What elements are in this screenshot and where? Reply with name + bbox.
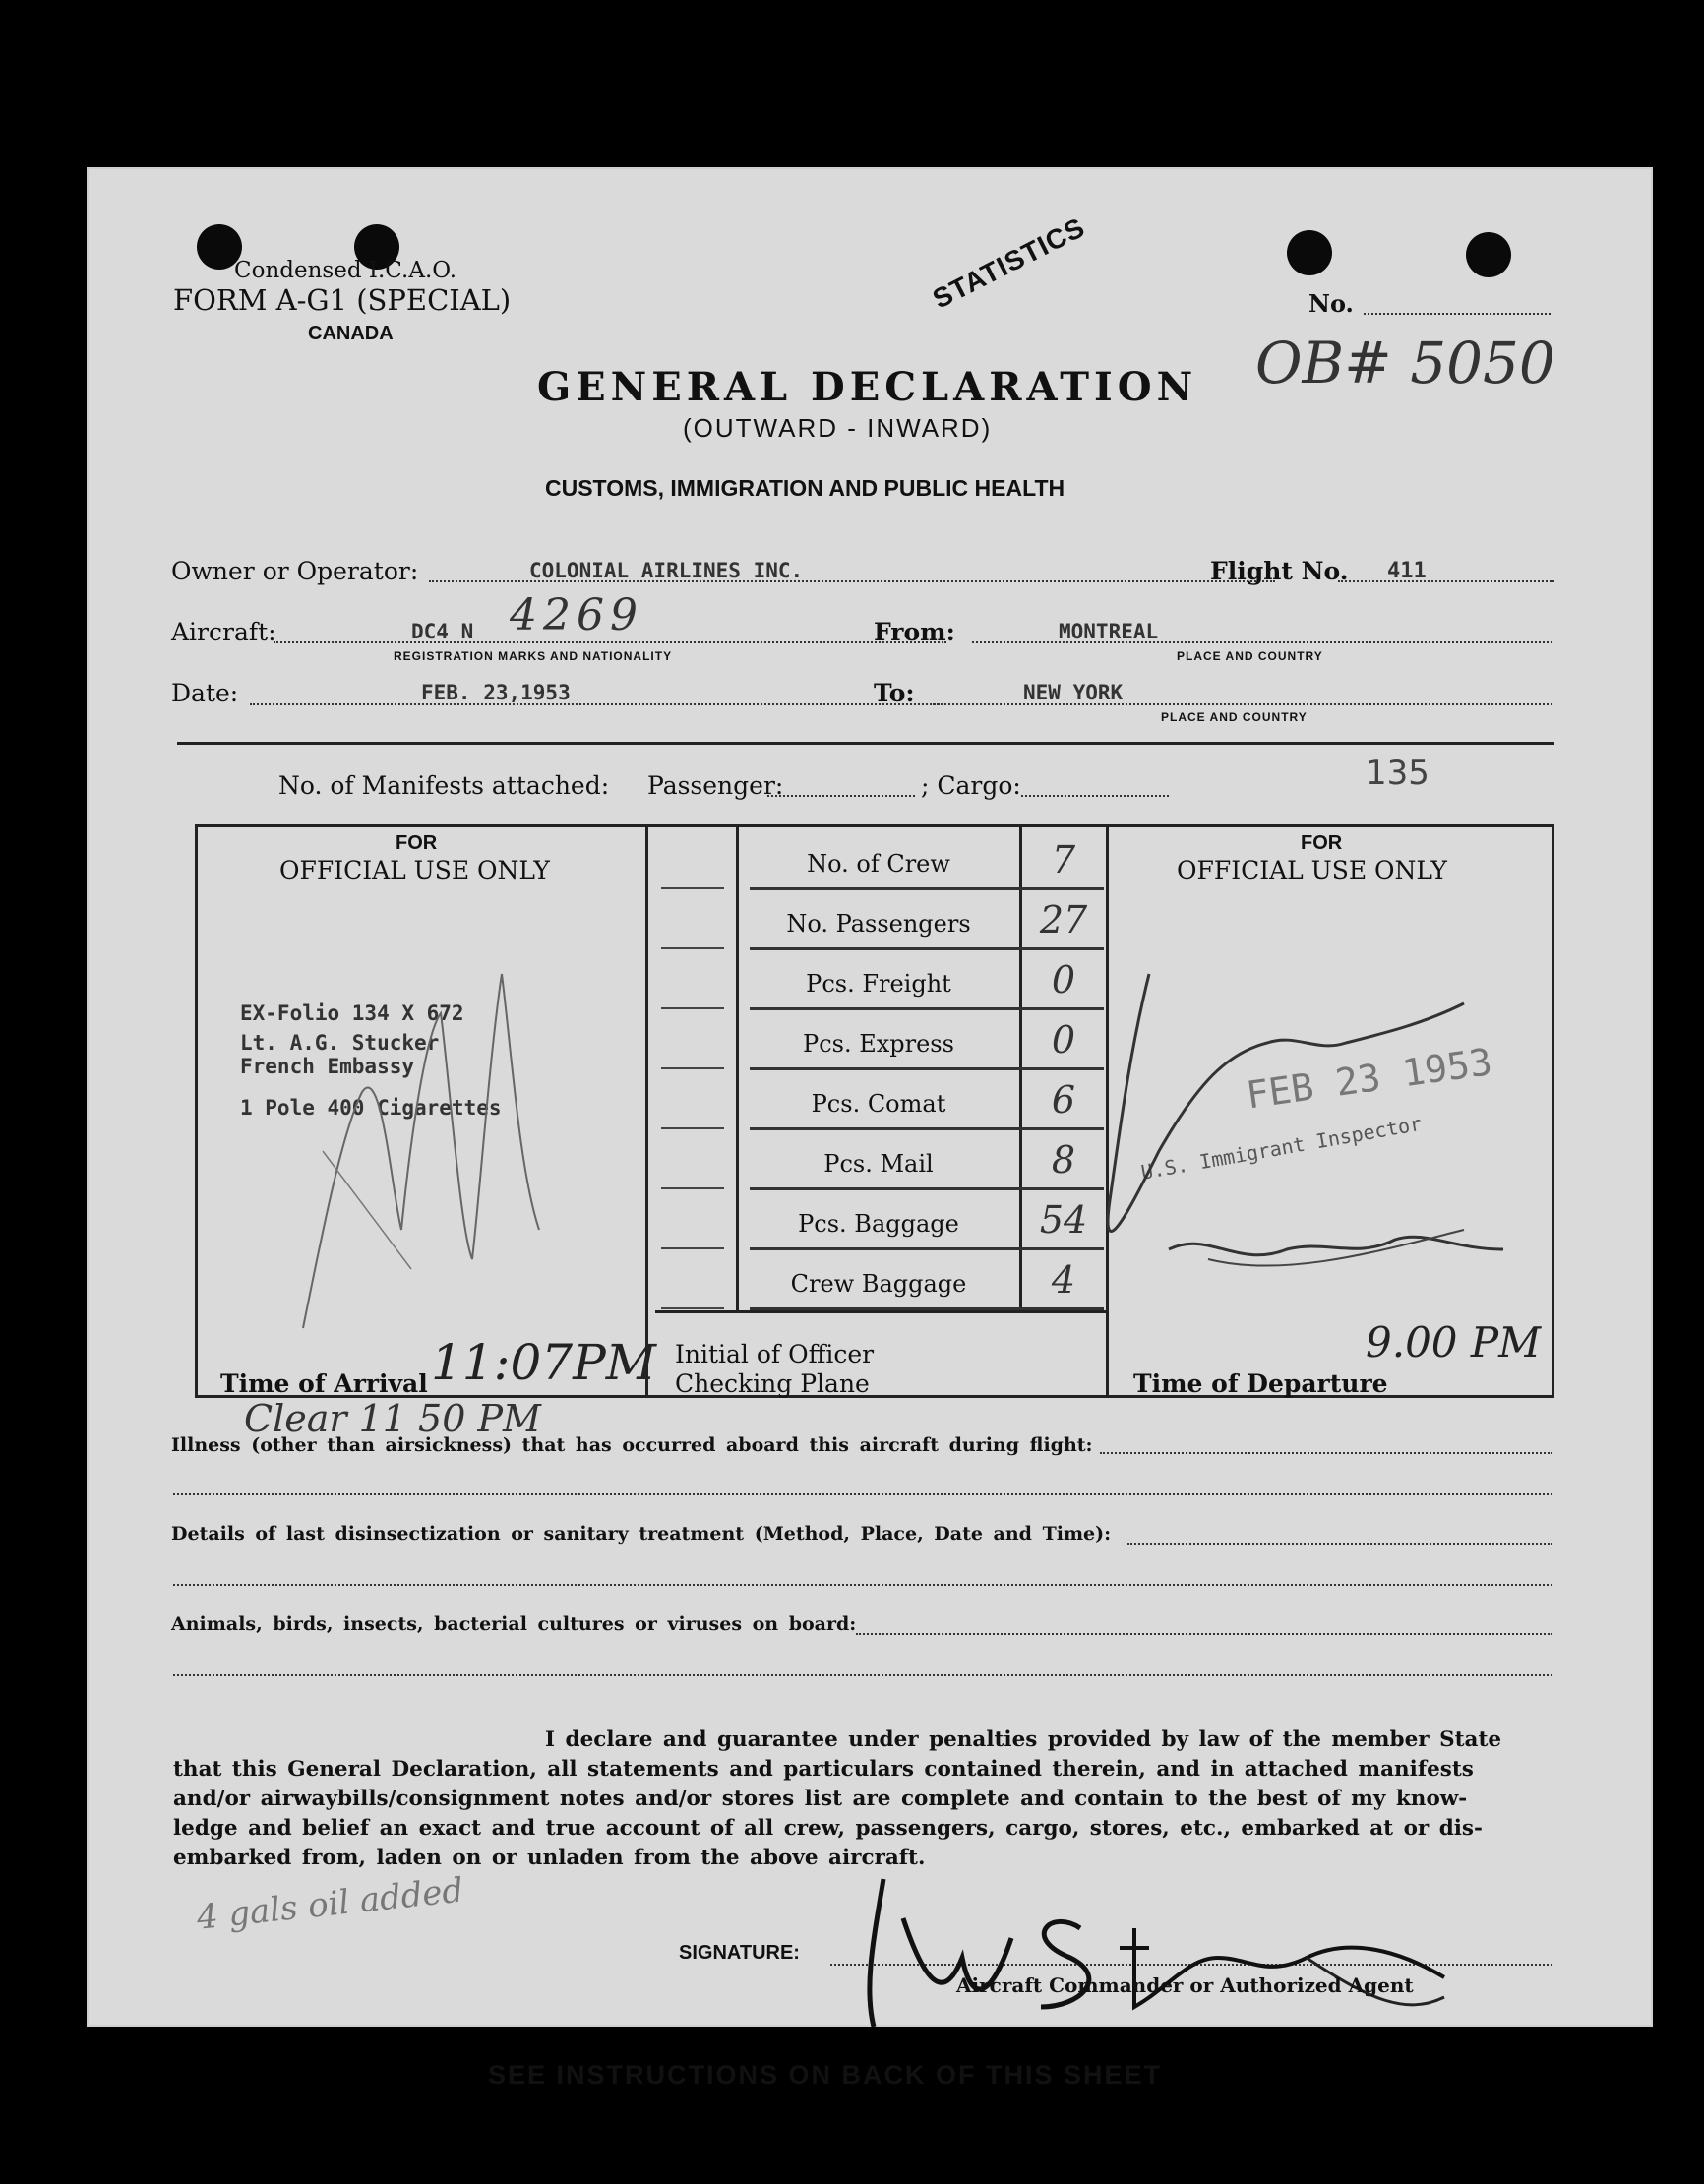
page-subtitle: (OUTWARD - INWARD)	[683, 413, 993, 443]
table-left	[195, 824, 198, 1398]
count-row-value: 27	[1039, 898, 1088, 941]
declaration-line-3: and/or airwaybills/consignment notes and/or stores list are complete and contain to the best of my know-	[173, 1787, 1468, 1811]
cargo-line	[1021, 795, 1169, 797]
table-divider-1	[645, 824, 648, 1398]
date-value: FEB. 23,1953	[421, 681, 571, 704]
count-row-label: Pcs. Comat	[811, 1090, 946, 1118]
form-line1: Condensed I.C.A.O.	[234, 258, 457, 283]
punch-hole	[1287, 230, 1332, 275]
animals-label: Animals, birds, insects, bacterial cultures or viruses on board:	[171, 1613, 857, 1635]
inspector-date-stamp: FEB 23 1953	[1244, 1039, 1495, 1118]
declaration-sheet	[87, 167, 1653, 2090]
statistics-stamp: STATISTICS	[928, 212, 1090, 315]
customs-heading: CUSTOMS, IMMIGRATION AND PUBLIC HEALTH	[545, 475, 1065, 501]
declaration-line-2: that this General Declaration, all statements and particulars contained therein, and in attached manifests	[173, 1757, 1474, 1782]
count-row-rule	[750, 1247, 1104, 1250]
left-official-head2: OFFICIAL USE ONLY	[279, 856, 550, 884]
form-country: CANADA	[308, 323, 394, 344]
from-caption: PLACE AND COUNTRY	[1177, 649, 1323, 663]
row-dash	[661, 1307, 724, 1309]
passenger-line	[767, 795, 915, 797]
owner-label: Owner or Operator:	[171, 557, 419, 585]
from-value: MONTREAL	[1059, 620, 1159, 643]
aircraft-value: DC4 N	[411, 620, 474, 643]
flight-line	[1338, 580, 1554, 582]
left-official-head1: FOR	[396, 832, 438, 854]
count-row-label: Crew Baggage	[790, 1270, 967, 1298]
count-row-value: 8	[1051, 1138, 1076, 1182]
count-row-label: Pcs. Express	[803, 1030, 954, 1058]
row-dash	[661, 1187, 724, 1189]
count-row-label: No. of Crew	[807, 850, 950, 878]
count-row-rule	[750, 1187, 1104, 1190]
row-dash	[661, 947, 724, 949]
flight-value: 411	[1387, 559, 1427, 583]
left-note-3: French Embassy	[240, 1055, 415, 1078]
disinsect-label: Details of last disinsectization or sanitary treatment (Method, Place, Date and Time):	[171, 1523, 1112, 1545]
form-line2: FORM A-G1 (SPECIAL)	[173, 283, 512, 317]
left-note-2: Lt. A.G. Stucker	[240, 1031, 440, 1055]
from-label: From:	[874, 618, 955, 646]
passenger-label: Passenger:	[647, 771, 784, 800]
manifests-label: No. of Manifests attached:	[278, 771, 610, 800]
inspector-signature	[1090, 954, 1552, 1289]
animals-line-2	[173, 1674, 1552, 1676]
table-count-bottom	[655, 1310, 1106, 1313]
count-row-rule	[750, 1307, 1104, 1310]
footer-instructions: SEE INSTRUCTIONS ON BACK OF THIS SHEET	[488, 2060, 1163, 2090]
count-row-value: 0	[1051, 958, 1076, 1001]
header-divider	[177, 742, 1554, 745]
manifests-number: 135	[1366, 754, 1430, 793]
health-hand-note: Clear 11 50 PM	[244, 1397, 541, 1440]
disinsect-line-2	[173, 1584, 1552, 1586]
handwritten-file-number: OB# 5050	[1255, 330, 1555, 396]
initial-label-1: Initial of Officer	[675, 1340, 875, 1368]
right-official-head1: FOR	[1301, 832, 1343, 854]
signature-caption: Aircraft Commander or Authorized Agent	[956, 1973, 1414, 1997]
count-row-rule	[750, 947, 1104, 950]
time-arrival-label: Time of Arrival	[220, 1369, 428, 1398]
cargo-label: ; Cargo:	[921, 771, 1021, 800]
commander-signature	[756, 1859, 1464, 2046]
declaration-line-5: embarked from, laden on or unladen from the above aircraft.	[173, 1846, 926, 1870]
date-line	[250, 703, 946, 705]
to-caption: PLACE AND COUNTRY	[1161, 710, 1308, 724]
count-row-rule	[750, 1127, 1104, 1130]
inspector-title-stamp: U.S. Immigrant Inspector	[1139, 1111, 1424, 1184]
left-scribble-signature	[244, 935, 559, 1367]
time-departure-label: Time of Departure	[1133, 1369, 1388, 1398]
owner-value: COLONIAL AIRLINES INC.	[529, 559, 804, 582]
signature-label: SIGNATURE:	[679, 1942, 800, 1964]
illness-line-1	[1100, 1452, 1552, 1454]
right-official-head2: OFFICIAL USE ONLY	[1177, 856, 1447, 884]
count-row-value: 7	[1051, 838, 1076, 881]
count-row-label: Pcs. Mail	[823, 1150, 934, 1178]
count-row-label: Pcs. Baggage	[798, 1210, 959, 1238]
time-departure-value: 9.00 PM	[1366, 1318, 1542, 1366]
no-field-line	[1364, 313, 1551, 315]
count-row-value: 0	[1051, 1018, 1076, 1062]
declaration-line-1: I declare and guarantee under penalties provided by law of the member State	[545, 1728, 1502, 1752]
count-row-value: 4	[1051, 1258, 1076, 1302]
row-dash	[661, 887, 724, 889]
page-title: GENERAL DECLARATION	[537, 364, 1198, 410]
disinsect-line-1	[1127, 1543, 1552, 1545]
table-top	[195, 824, 1554, 827]
count-row-value: 6	[1051, 1078, 1076, 1122]
to-label: To:	[874, 679, 915, 707]
left-note-4: 1 Pole 400 Cigarettes	[240, 1096, 502, 1120]
no-label: No.	[1308, 289, 1354, 318]
initial-label-2: Checking Plane	[675, 1369, 870, 1398]
illness-label: Illness (other than airsickness) that has occurred aboard this aircraft during flight:	[171, 1434, 1093, 1456]
count-row-label: Pcs. Freight	[806, 970, 951, 998]
count-row-rule	[750, 1007, 1104, 1010]
row-dash	[661, 1127, 724, 1129]
oil-note: 4 gals oil added	[195, 1870, 466, 1938]
aircraft-registration-hand: 4269	[510, 590, 643, 640]
punch-hole	[1466, 232, 1511, 277]
to-value: NEW YORK	[1023, 681, 1124, 704]
count-row-value: 54	[1039, 1198, 1088, 1242]
animals-line-1	[856, 1633, 1552, 1635]
flight-label: Flight No.	[1210, 557, 1349, 585]
aircraft-line	[274, 641, 946, 643]
count-row-rule	[750, 887, 1104, 890]
left-note-1: EX-Folio 134 X 672	[240, 1001, 464, 1025]
count-row-label: No. Passengers	[786, 910, 971, 938]
row-dash	[661, 1247, 724, 1249]
time-arrival-value: 11:07PM	[431, 1334, 656, 1391]
row-dash	[661, 1067, 724, 1069]
aircraft-caption: REGISTRATION MARKS AND NATIONALITY	[394, 649, 673, 663]
date-label: Date:	[171, 679, 239, 707]
count-row-rule	[750, 1067, 1104, 1070]
illness-line-2	[173, 1493, 1552, 1495]
declaration-line-4: ledge and belief an exact and true account of all crew, passengers, cargo, stores, etc., embarked at or dis-	[173, 1816, 1483, 1841]
aircraft-label: Aircraft:	[171, 618, 276, 646]
row-dash	[661, 1007, 724, 1009]
